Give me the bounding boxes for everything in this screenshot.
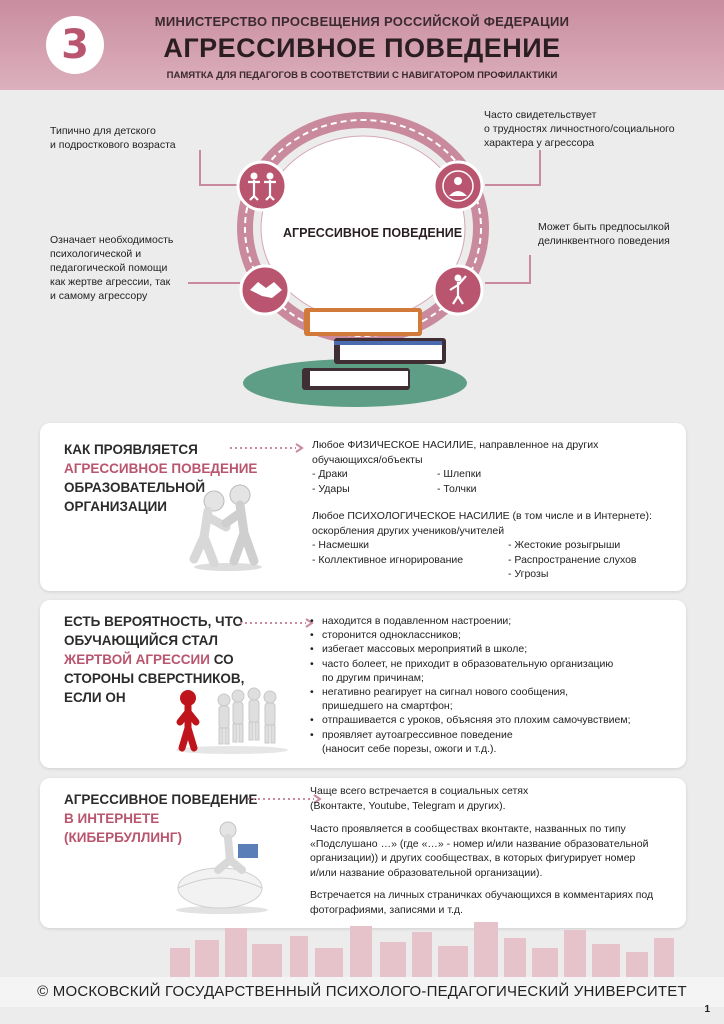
list-item: • находится в подавленном настроении;	[310, 614, 670, 628]
computer-mouse-figure-icon	[172, 818, 272, 916]
card-cyberbullying	[40, 778, 686, 928]
physical-items-left: - Драки - Удары	[312, 468, 350, 495]
victim-signs-list	[310, 614, 670, 756]
card3-heading: АГРЕССИВНОЕ ПОВЕДЕНИЕ В ИНТЕРНЕТЕ (КИБЕРБУЛЛИНГ)	[64, 792, 258, 845]
section-number-badge: 3	[46, 16, 104, 74]
cyber-paragraph-1: Чаще всего встречается в социальных сетях (Вконтакте, Youtube, Telegram и других).	[310, 785, 529, 812]
page-subtitle: ПАМЯТКА ДЛЯ ПЕДАГОГОВ В СООТВЕТСТВИИ С НАВИГАТОРОМ ПРОФИЛАКТИКИ	[166, 70, 558, 81]
physical-violence-title: Любое ФИЗИЧЕСКОЕ НАСИЛИЕ, направленное на других обучающихся/объекты	[312, 439, 599, 466]
note-top-left: Типично для детского и подросткового возраста	[50, 125, 176, 151]
list-item: • отпрашивается с уроков, объясняя это плохим самочувствием;	[310, 713, 670, 727]
arrow-dots-icon	[240, 618, 320, 628]
card2-heading: ЕСТЬ ВЕРОЯТНОСТЬ, ЧТО ОБУЧАЮЩИЙСЯ СТАЛ ЖЕРТВОЙ АГРЕССИИ СО СТОРОНЫ СВЕРСТНИКОВ, ЕСЛИ ОН	[64, 614, 245, 705]
card1-heading: КАК ПРОЯВЛЯЕТСЯ АГРЕССИВНОЕ ПОВЕДЕНИЕ ОБРАЗОВАТЕЛЬНОЙ ОРГАНИЗАЦИИ	[64, 442, 258, 514]
diagram-center-label: АГРЕССИВНОЕ ПОВЕДЕНИЕ	[283, 226, 463, 240]
page-title: АГРЕССИВНОЕ ПОВЕДЕНИЕ	[163, 33, 561, 63]
city-skyline	[0, 918, 724, 978]
note-mid-left: Означает необходимость психологической и педагогической помощи как жертве агрессии, так и самому агрессору	[50, 234, 174, 302]
card-manifestation	[40, 423, 686, 591]
whistle-person-icon	[434, 266, 482, 314]
arrow-dots-icon	[230, 443, 310, 453]
fighting-figures-icon	[188, 483, 268, 573]
handshake-icon	[241, 266, 289, 314]
note-mid-right: Может быть предпосылкой делинквентного поведения	[538, 221, 670, 247]
list-item: • проявляет аутоагрессивное поведение (наносит себе порезы, ожоги и т.д.).	[310, 728, 670, 756]
list-item: • негативно реагирует на сигнал нового сообщения, пришедшего на смартфон;	[310, 685, 670, 713]
note-top-right: Часто свидетельствует о трудностях личностного/социального характера у агрессора	[484, 109, 675, 149]
children-icon	[238, 162, 286, 210]
psych-items-left: - Насмешки - Коллективное игнорирование	[312, 539, 464, 566]
card-victim-signs	[40, 600, 686, 768]
cyber-paragraph-2: Часто проявляется в сообществах вконтакте, названных по типу «Подслушано …» (где «…» - номер и/или название образовательной организации)) и других сообществах, в которых фигурирует номер и/или название образовательной организации).	[310, 823, 649, 879]
psych-items-right: - Жестокие розыгрыши - Распространение слухов - Угрозы	[508, 539, 637, 580]
cyber-paragraph-3: Встречается на личных страничках обучающихся в комментариях под фотографиями, записями и т.д.	[310, 889, 654, 916]
page-number: 1	[704, 1004, 710, 1015]
footer-copyright: © МОСКОВСКИЙ ГОСУДАРСТВЕННЫЙ ПСИХОЛОГО-ПЕДАГОГИЧЕСКИЙ УНИВЕРСИТЕТ	[0, 977, 724, 1007]
person-icon	[434, 162, 482, 210]
psychological-violence-title: Любое ПСИХОЛОГИЧЕСКОЕ НАСИЛИЕ (в том числе и в Интернете): оскорбления других учеников/учителей	[312, 510, 652, 537]
ministry-name: МИНИСТЕРСТВО ПРОСВЕЩЕНИЯ РОССИЙСКОЙ ФЕДЕРАЦИИ	[154, 14, 570, 29]
physical-items-right: - Шлепки - Толчки	[437, 468, 482, 495]
list-item: • избегает массовых мероприятий в школе;	[310, 642, 670, 656]
isolated-figure-icon	[172, 684, 292, 756]
list-item: • часто болеет, не приходит в образовательную организацию по другим причинам;	[310, 657, 670, 685]
list-item: • сторонится одноклассников;	[310, 628, 670, 642]
header-banner	[0, 0, 724, 90]
